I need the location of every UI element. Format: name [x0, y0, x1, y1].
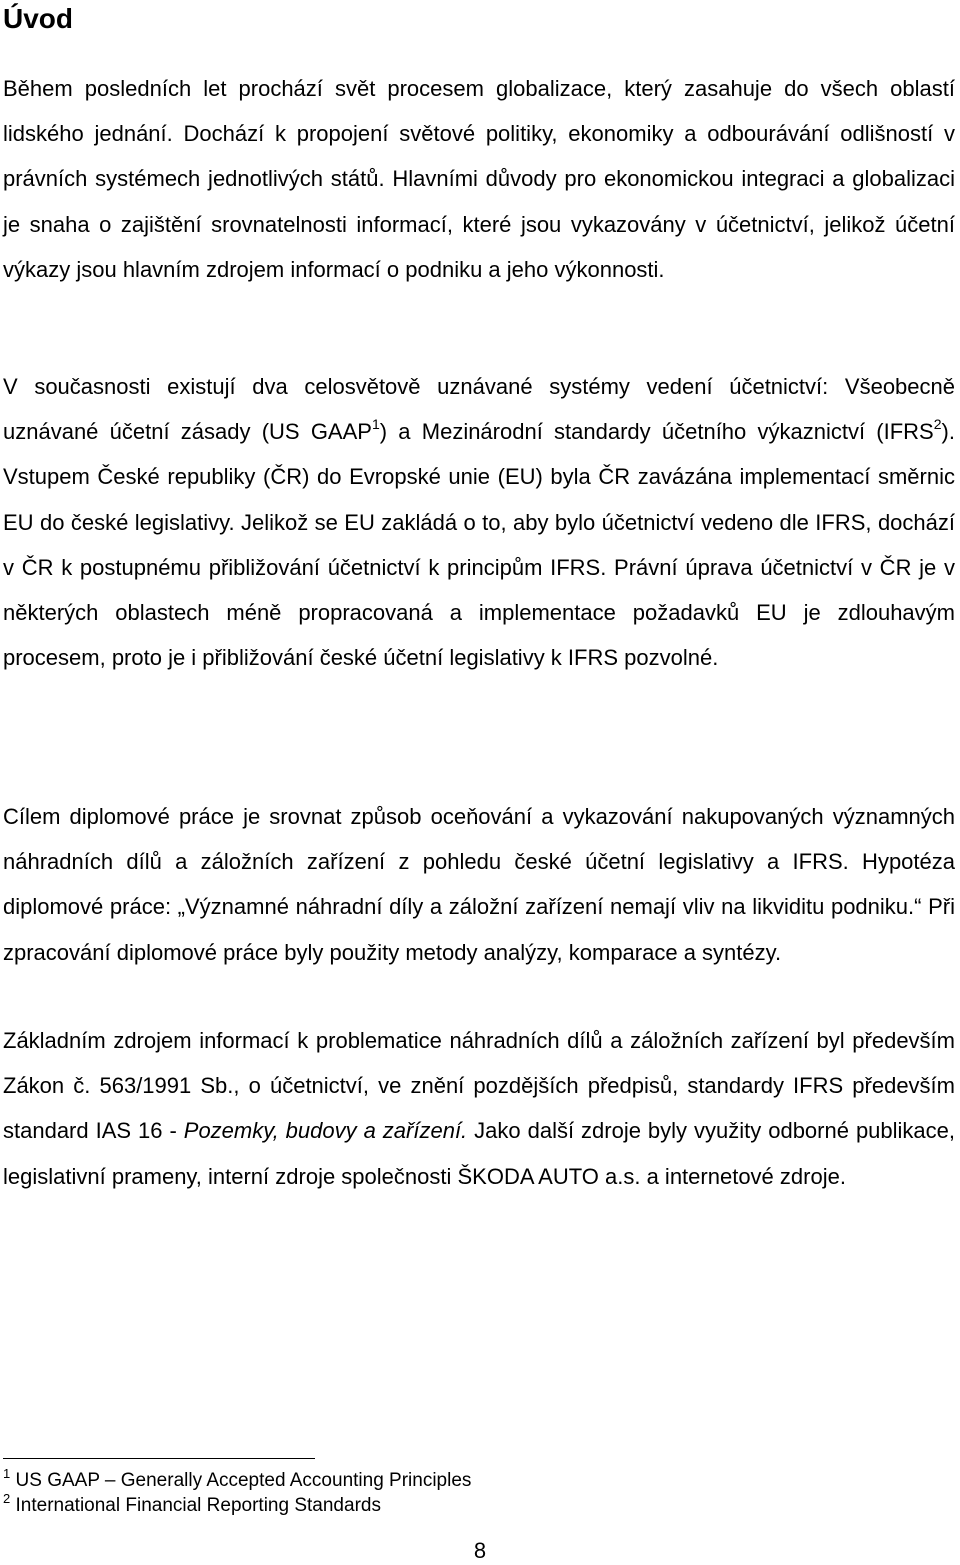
page-number: 8	[473, 1538, 487, 1563]
footnote-text: International Financial Reporting Standards	[15, 1495, 381, 1516]
document-page	[3, 0, 956, 1189]
paragraph-text: Základním zdrojem informací k problematice náhradních dílů a záložních zařízení byl především Zákon č. 563/1991 Sb., o účetnictví, ve znění pozdějších předpisů, standardy IFRS především standard IAS 16 -	[3, 1028, 955, 1144]
paragraph-intro: Během posledních let prochází svět procesem globalizace, který zasahuje do všech oblastí lidského jednání. Dochází k propojení světové politiky, ekonomiky a odbourávání odlišností v právních systémech jednotlivých států. Hlavními důvody pro ekonomickou integraci a globalizaci je snaha o zajištění srovnatelnosti informací, které jsou vykazovány v účetnictví, jelikož účetní výkazy jsou hlavním zdrojem informací o podniku a jeho výkonnosti.	[3, 76, 955, 282]
footnote-number: 1	[3, 1466, 11, 1481]
paragraph-text: ). Vstupem České republiky (ČR) do Evropské unie (EU) byla ČR zavázána implementací směrnic EU do české legislativy. Jelikož se EU zakládá o to, aby bylo účetnictví vedeno dle IFRS, dochází v ČR k postupnému přibližování účetnictví k principům IFRS. Právní úprava účetnictví v ČR je v některých oblastech méně propracovaná a implementace požadavků EU je zdlouhavým procesem, proto je i přibližování české účetní legislativy k IFRS pozvolné.	[3, 419, 955, 671]
paragraph-text: ) a Mezinárodní standardy účetního výkaznictví (IFRS	[379, 419, 934, 445]
footnote-separator	[3, 1458, 315, 1459]
footnote-ref-2: 2	[933, 416, 942, 433]
section-heading: Úvod	[3, 3, 73, 34]
paragraph-thesis-goal: Cílem diplomové práce je srovnat způsob oceňování a vykazování nakupovaných významných náhradních dílů a záložních zařízení z pohledu české účetní legislativy a IFRS. Hypotéza diplomové práce: „Významné náhradní díly a záložní zařízení nemají vliv na likviditu podniku.“ Při zpracování diplomové práce byly použity metody analýzy, komparace a syntézy.	[3, 804, 955, 965]
paragraph-text: Jako další zdroje byly využity odborné publikace, legislativní prameny, interní zdroje společnosti ŠKODA AUTO a.s. a internetové zdroje.	[3, 1118, 956, 1189]
standard-title-italic: Pozemky, budovy a zařízení.	[183, 1118, 468, 1144]
paragraph-sources	[3, 1018, 955, 1199]
footnote-number: 2	[3, 1491, 11, 1506]
footnotes	[3, 1468, 903, 1518]
paragraph-text: V současnosti existují dva celosvětově uznávané systémy vedení účetnictví: Všeobecně uznávané účetní zásady (US GAAP	[3, 374, 955, 445]
footnote-1	[3, 1468, 903, 1493]
footnote-ref-1: 1	[371, 416, 380, 433]
paragraph-accounting-systems	[3, 364, 955, 680]
footnote-2	[3, 1493, 903, 1518]
footnote-text: US GAAP – Generally Accepted Accounting Principles	[15, 1470, 472, 1491]
